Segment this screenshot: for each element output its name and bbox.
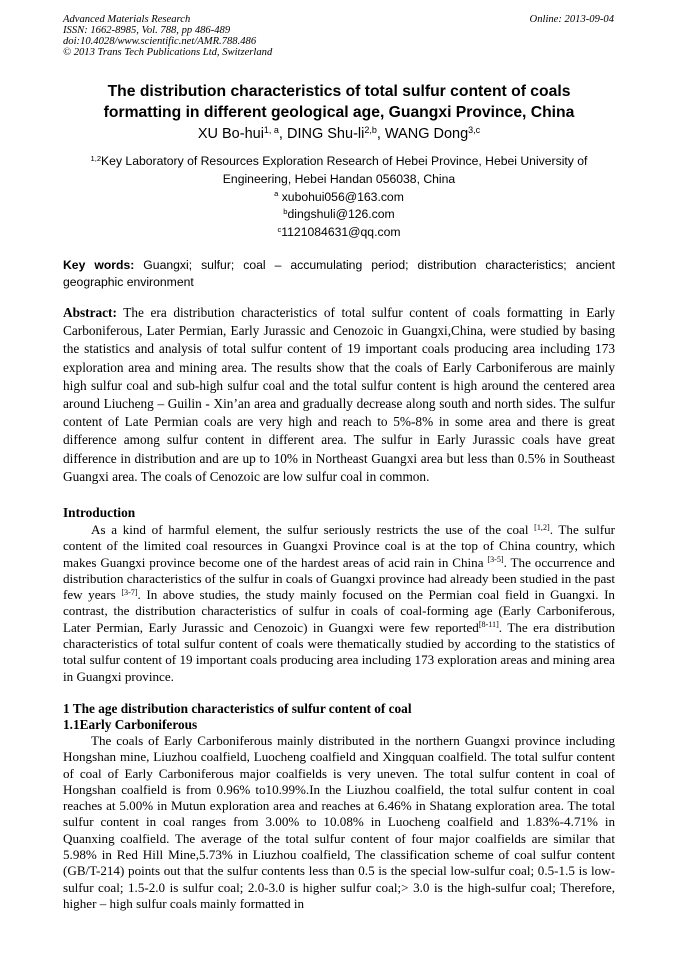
affiliation-marker: 1,2: [90, 153, 102, 163]
subsection-1-1-heading: 1.1Early Carboniferous: [63, 717, 198, 732]
keywords: [63, 257, 615, 291]
section-1-1-paragraph: The coals of Early Carboniferous mainly distributed in the northern Guangxi province including Hongshan mine, Liuzhou coalfield, Luocheng coalfield and Xingquan coalfield. The total sulfur content of coal of Early Carboniferous major coalfields is very uneven. The total sulfur content in coal of Hongshan coalfield is from 0.96% to10.99%.In the Liuzhou coalfield, the total sulfur content in coal reaches at 5.00% in Mutun exploration area and reaches at 6.46% in Shatang exploration area. The total sulfur content in coal ranges from 3.00% to 10.08% in Luocheng coalfield and 1.83%-4.71% in Quanxing coalfield. The average of the total sulfur content of four major coalfields are similar that 5.98% in Red Hill Mine,5.73% in Liuzhou coalfield, The classification scheme of coal sulfur content (GB/T-214) points out that the sulfur contents less than 0.5 is the special low-sulfur coal; 0.5-1.5 is low-sulfur coal; 1.5-2.0 is sulfur coal; 2.0-3.0 is higher sulfur coal;> 3.0 is the high-sulfur coal; Therefore, higher – high sulfur coals mainly formatted in: [63, 733, 615, 911]
author-2-affil: 2,b: [364, 125, 377, 136]
author-separator: ,: [376, 126, 385, 142]
keywords-text: Guangxi; sulfur; coal – accumulating period; distribution characteristics; ancient geographic environment: [63, 258, 615, 289]
author-1-affil: 1, a: [263, 125, 279, 136]
abstract-text: The era distribution characteristics of total sulfur content of coals formatting in Early Carboniferous, Later Permian, Early Jurassic and Cenozoic in Guangxi,China, were studied by basing the statistics and analysis of total sulfur content of 19 important coals producing area including 173 exploration area and mining area. The results show that the coals of Early Carboniferous are mainly high sulfur coal and sub-high sulfur coal and the total sulfur content is high around the centered area around Liucheng – Guilin - Xin’an area and gradually decrease along south and north sides. The sulfur content of Late Permian coals are very high and reach to 5%-8% in some area and there is great difference among sulfur content in different area. The sulfur in Early Jurassic coals have great difference in distribution and are up to 10% in Northeast Guangxi area but less than 0.5% in Southeast Guangxi area. The coals of Cenozoic are low sulfur coal in common.: [63, 305, 615, 484]
author-list: [63, 125, 615, 143]
email-b[interactable]: $^b$dingshuli@126.com: [283, 207, 395, 222]
issn-line: ISSN: 1662-8985, Vol. 788, pp 486-489: [63, 25, 231, 36]
affiliation-line-1: $^{1,2}$Key Laboratory of Resources Exploration Research of Hebei Province, Hebei University of: [90, 153, 588, 168]
copyright-line: © 2013 Trans Tech Publications Ltd, Switzerland: [63, 47, 273, 58]
affiliation-block: [63, 153, 615, 242]
citation[interactable]: [8-11]: [478, 620, 499, 630]
author-2: DING Shu-li: [286, 126, 365, 142]
affiliation-line-2: Engineering, Hebei Handan 056038, China: [222, 171, 456, 186]
introduction-paragraph: As a kind of harmful element, the sulfur seriously restricts the use of the coal [1,2]. The sulfur content of the limited coal resources in Guangxi Province coal is at the top of China country, which makes Guangxi province become one of the hardest areas of acid rain in China [3-5]. The occurrence and distribution characteristics of the sulfur in coals of Guangxi province had already been studied in the past few years [3-7]. In above studies, the study mainly focused on the Permian coal field in Guangxi. In contrast, the distribution characteristics of sulfur in coals of coal-forming age (Early Carboniferous, Later Permian, Early Jurassic and Cenozoic) in Guangxi were few reported[8-11]. The era distribution characteristics of total sulfur content of coals were thematically studied by according to the statistics of total sulfur content of 19 important coals producing area including 173 exploration areas and mining area in Guangxi province.: [63, 522, 615, 684]
section-1-heading: 1 The age distribution characteristics of sulfur content of coal: [63, 701, 412, 716]
email-c[interactable]: $^c$1121084631@qq.com: [277, 225, 401, 240]
online-date: Online: 2013-09-04: [529, 14, 614, 25]
email-a[interactable]: $^a$ xubohui056@163.com: [274, 189, 404, 204]
author-1: XU Bo-hui: [197, 126, 264, 142]
journal-header: [63, 14, 272, 58]
citation[interactable]: [3-5]: [487, 555, 504, 565]
author-3-affil: 3,c: [468, 125, 481, 136]
paper-title: [63, 81, 615, 123]
title-line-1: The distribution characteristics of total sulfur content of coals: [107, 83, 571, 100]
keywords-label: Key words:: [63, 258, 135, 272]
title-line-2: formatting in different geological age, Guangxi Province, China: [103, 104, 575, 121]
introduction-heading: Introduction: [63, 505, 136, 520]
abstract: [63, 304, 615, 486]
author-separator: ,: [278, 126, 287, 142]
citation[interactable]: [1,2]: [534, 522, 550, 532]
abstract-label: Abstract:: [63, 305, 117, 320]
author-3: WANG Dong: [384, 126, 469, 142]
citation[interactable]: [3-7]: [121, 587, 138, 597]
journal-name: Advanced Materials Research: [63, 14, 191, 25]
doi-line[interactable]: doi:10.4028/www.scientific.net/AMR.788.486: [63, 36, 257, 47]
